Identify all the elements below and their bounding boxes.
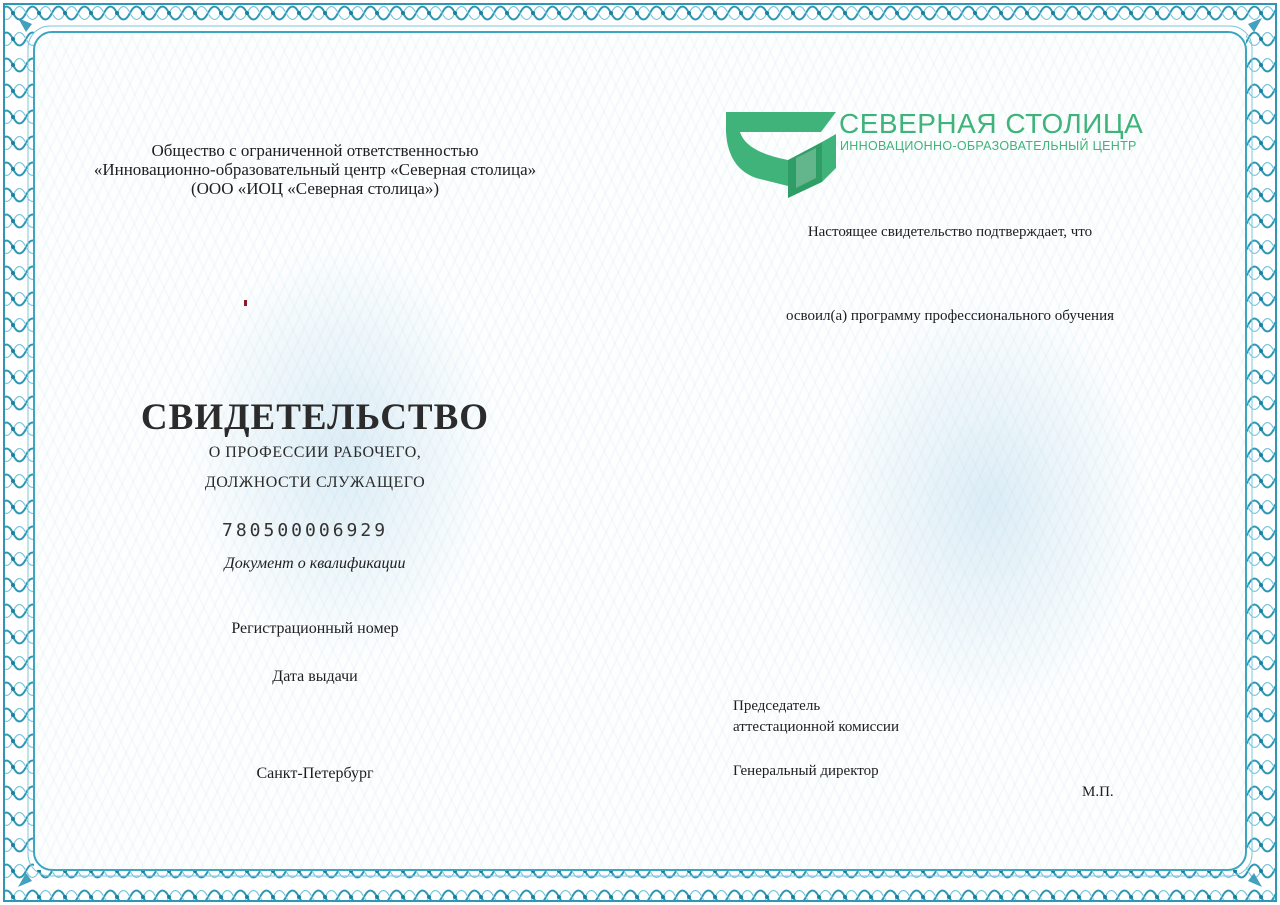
chairman-label-line1: Председатель [733, 698, 821, 714]
certificate-subtitle-line2: ДОЛЖНОСТИ СЛУЖАЩЕГО [204, 474, 426, 491]
registration-number-label: Регистрационный номер [231, 620, 399, 637]
issue-date-label: Дата выдачи [272, 668, 358, 685]
document-type: Документ о квалификации [224, 555, 406, 572]
logo-tagline: ИННОВАЦИОННО-ОБРАЗОВАТЕЛЬНЫЙ ЦЕНТР [840, 139, 1137, 153]
chairman-label-line2: аттестационной комиссии [733, 719, 899, 735]
confirmation-text: Настоящее свидетельство подтверждает, что [807, 224, 1093, 240]
organization-line: Общество с ограниченной ответственностью [151, 141, 479, 160]
director-label: Генеральный директор [733, 763, 879, 779]
organization-line: (ООО «ИОЦ «Северная столица») [190, 179, 439, 198]
ink-mark [244, 300, 247, 306]
organization-line: «Инновационно-образовательный центр «Северная столица» [93, 160, 537, 179]
logo-name: СЕВЕРНАЯ СТОЛИЦА [839, 108, 1144, 139]
certificate-title: СВИДЕТЕЛЬСТВО [140, 397, 490, 438]
document-number: 780500006929 [222, 520, 389, 541]
city-label: Санкт-Петербург [256, 765, 374, 782]
program-completed-text: освоил(а) программу профессионального обучения [785, 308, 1115, 324]
certificate-subtitle-line1: О ПРОФЕССИИ РАБОЧЕГО, [208, 444, 422, 461]
organization-block [60, 141, 570, 198]
seal-place-label: М.П. [1082, 784, 1114, 800]
